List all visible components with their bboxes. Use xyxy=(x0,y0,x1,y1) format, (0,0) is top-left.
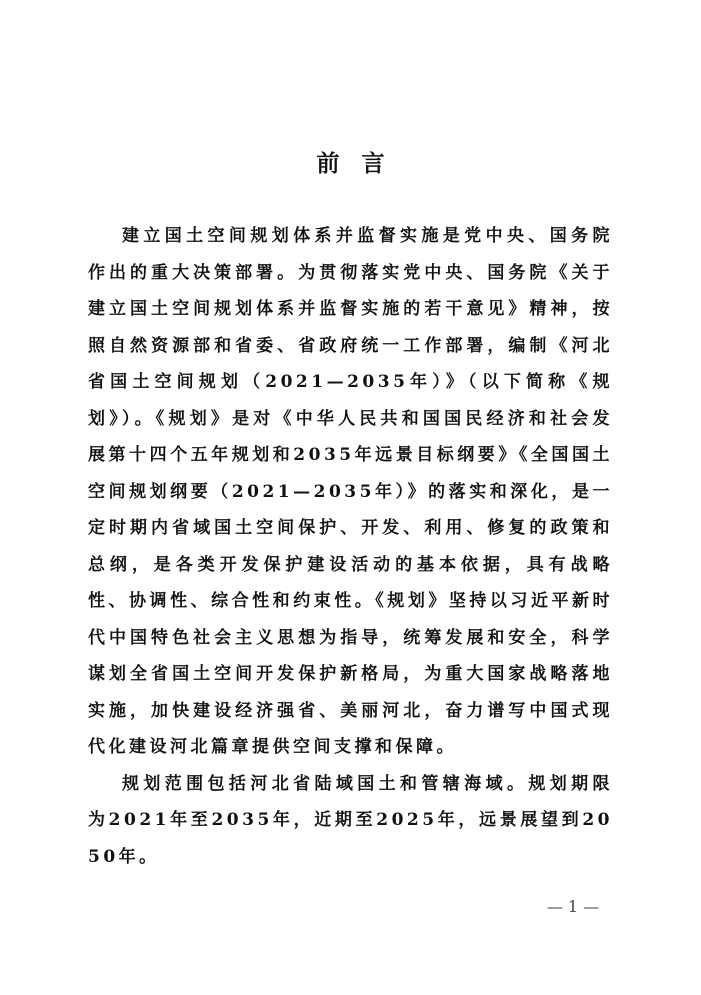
page-title: 前言 xyxy=(316,151,407,177)
paragraph-1: 建立国土空间规划体系并监督实施是党中央、国务院作出的重大决策部署。为贯彻落实党中央、国务院《关于建立国土空间规划体系并监督实施的若干意见》精神，按照自然资源部和省委、省政府统一工作部署，编制《河北省国土空间规划（2021—2035年）》（以下简称《规划》）。《规划》是对《中华人民共和国国民经济和社会发展第十四个五年规划和2035年远景目标纲要》《全国国土空间规划纲要（2021—2035年）》的落实和深化，是一定时期内省域国土空间保护、开发、利用、修复的政策和总纲，是各类开发保护建设活动的基本依据，具有战略性、协调性、综合性和约束性。《规划》坚持以习近平新时代中国特色社会主义思想为指导，统筹发展和安全，科学谋划全省国土空间开发保护新格局，为重大国家战略落地实施，加快建设经济强省、美丽河北，奋力谱写中国式现代化建设河北篇章提供空间支撑和保障。 xyxy=(88,226,613,757)
page-number: — 1 — xyxy=(546,897,600,916)
paragraph-2: 规划范围包括河北省陆域国土和管辖海域。规划期限为2021年至2035年，近期至2025年，远景展望到2050年。 xyxy=(88,773,613,867)
body-text xyxy=(88,218,613,875)
